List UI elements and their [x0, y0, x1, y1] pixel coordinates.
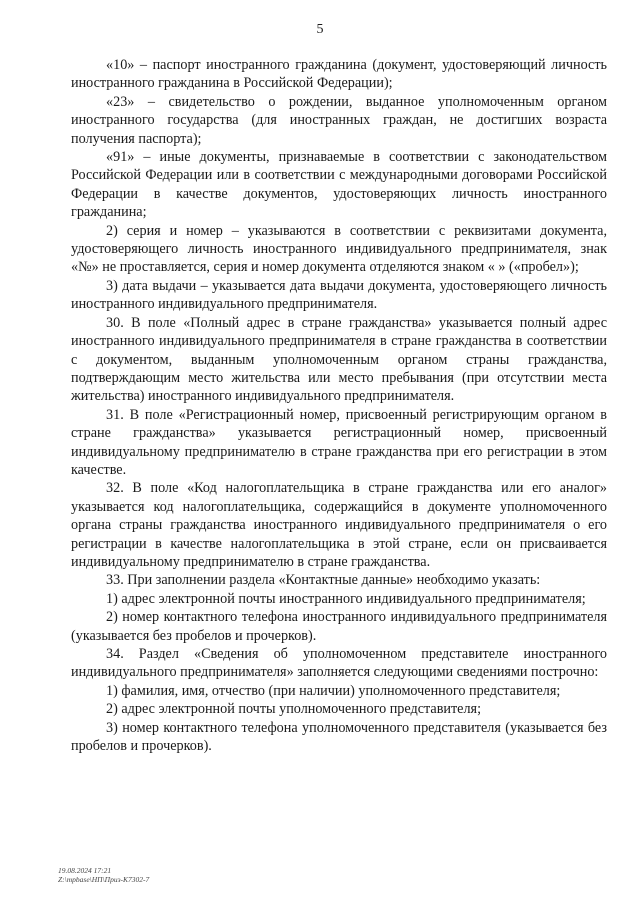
paragraph-series-number: 2) серия и номер – указываются в соответствии с реквизитами документа, удостоверяющего личность иностранного индивидуального предпринимателя, знак «№» не проставляется, серия и номер документа отделяются знаком « » («пробел»); [71, 222, 607, 276]
paragraph-30: 30. В поле «Полный адрес в стране гражданства» указывается полный адрес иностранного индивидуального предпринимателя в стране гражданства в соответствии с документом, выданным уполномоченным органом страны гражданства, подтверждающим место жительства или место пребывания (при отсутствии места жительства) иностранного индивидуального предпринимателя. [71, 314, 607, 405]
paragraph-34-item-2: 2) адрес электронной почты уполномоченного представителя; [106, 701, 482, 718]
paragraph-33-item-1: 1) адрес электронной почты иностранного индивидуального предпринимателя; [106, 590, 586, 607]
footer-file-path: Z:\mpbase\НП\Приз-К7302-7 [58, 875, 150, 884]
paragraph-doc-code-23: «23» – свидетельство о рождении, выданное уполномоченным органом иностранного государства (для иностранных граждан, не достигших возраста получения паспорта); [71, 93, 607, 147]
paragraph-34-item-1: 1) фамилия, имя, отчество (при наличии) уполномоченного представителя; [106, 682, 561, 699]
document-body [71, 56, 607, 755]
paragraph-31: 31. В поле «Регистрационный номер, присвоенный регистрирующим органом в стране гражданства» указывается регистрационный номер, присвоенный индивидуальному предпринимателю в стране гражданства при его регистрации в этом качестве. [71, 406, 607, 478]
paragraph-doc-code-91: «91» – иные документы, признаваемые в соответствии с законодательством Российской Федерации или в соответствии с международными договорами Российской Федерации в качестве документов, удостоверяющих личность иностранного гражданина; [71, 149, 607, 221]
paragraph-32: 32. В поле «Код налогоплательщика в стране гражданства или его аналог» указывается код налогоплательщика, содержащийся в документе уполномоченного органа страны гражданства иностранного индивидуального предпринимателя о его регистрации в качестве налогоплательщика в этой стране, если он присваивается индивидуальному предпринимателю в стране гражданства. [71, 480, 607, 570]
paragraph-34: 34. Раздел «Сведения об уполномоченном представителе иностранного индивидуального предпринимателя» заполняется следующими сведениями построчно: [71, 646, 607, 681]
page-number: 5 [316, 22, 324, 37]
paragraph-issue-date: 3) дата выдачи – указывается дата выдачи документа, удостоверяющего личность иностранного индивидуального предпринимателя. [71, 277, 607, 313]
footer-timestamp: 19.08.2024 17:21 [58, 866, 112, 875]
paragraph-33: 33. При заполнении раздела «Контактные данные» необходимо указать: [106, 572, 541, 589]
paragraph-34-item-3: 3) номер контактного телефона уполномоченного представителя (указывается без пробелов и прочерков). [71, 719, 607, 755]
paragraph-33-item-2: 2) номер контактного телефона иностранного индивидуального предпринимателя (указывается без пробелов и прочерков). [71, 609, 607, 644]
paragraph-doc-code-10: «10» – паспорт иностранного гражданина (документ, удостоверяющий личность иностранного гражданина в Российской Федерации); [71, 57, 607, 92]
footer-stamp [58, 866, 149, 884]
